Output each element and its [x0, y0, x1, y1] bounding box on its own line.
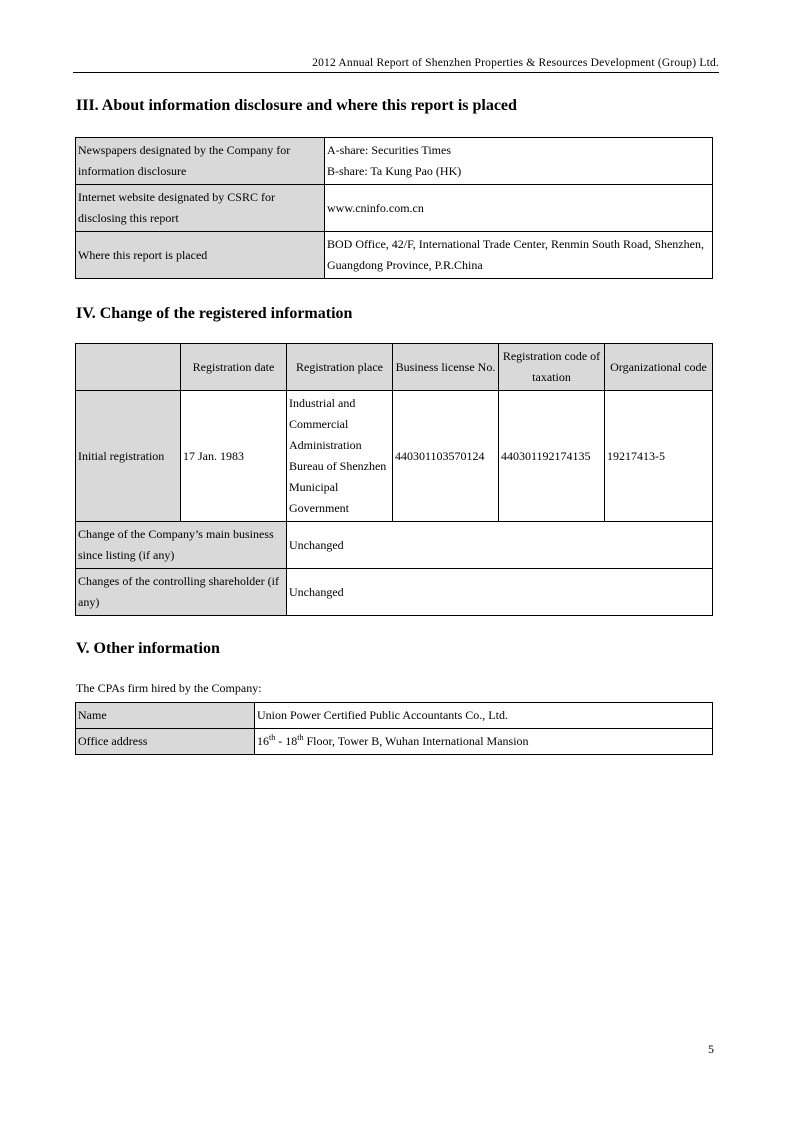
- cpa-name-label: Name: [76, 703, 255, 729]
- tax-registration-code: 440301192174135: [499, 391, 605, 522]
- office-address-value: [255, 729, 713, 755]
- table-row: [76, 569, 713, 616]
- business-license-no: 440301103570124: [393, 391, 499, 522]
- floor-to-suffix: th: [297, 733, 304, 742]
- website-value: www.cninfo.com.cn: [325, 185, 713, 232]
- main-business-change-label: Change of the Company’s main business since listing (if any): [76, 522, 287, 569]
- section-3-heading: III. About information disclosure and where this report is placed: [76, 97, 517, 114]
- column-header-tax-code: Registration code of taxation: [499, 344, 605, 391]
- initial-registration-label: Initial registration: [76, 391, 181, 522]
- website-label: Internet website designated by CSRC for disclosing this report: [76, 185, 325, 232]
- registration-date: 17 Jan. 1983: [181, 391, 287, 522]
- main-business-change-value: Unchanged: [287, 522, 713, 569]
- page-number: 5: [708, 1042, 714, 1056]
- section-5-heading: V. Other information: [76, 640, 220, 657]
- newspapers-label: Newspapers designated by the Company for information disclosure: [76, 138, 325, 185]
- table-row: [76, 138, 713, 185]
- organizational-code: 19217413-5: [605, 391, 713, 522]
- address-rest: Floor, Tower B, Wuhan International Mansion: [303, 734, 529, 748]
- column-header-org-code: Organizational code: [605, 344, 713, 391]
- controlling-shareholder-change-value: Unchanged: [287, 569, 713, 616]
- report-place-label: Where this report is placed: [76, 232, 325, 279]
- disclosure-table: [75, 137, 713, 279]
- newspapers-value: [325, 138, 713, 185]
- floor-from: 16: [257, 734, 269, 748]
- a-share-newspaper: A-share: Securities Times: [327, 143, 451, 157]
- table-row: [76, 185, 713, 232]
- cpa-name-value: Union Power Certified Public Accountants Co., Ltd.: [255, 703, 713, 729]
- column-header-date: Registration date: [181, 344, 287, 391]
- floor-from-suffix: th: [269, 733, 276, 742]
- report-running-header: 2012 Annual Report of Shenzhen Properties & Resources Development (Group) Ltd.: [312, 57, 719, 69]
- floor-separator: -: [275, 734, 286, 748]
- registration-place: Industrial and Commercial Administration Bureau of Shenzhen Municipal Government: [287, 391, 393, 522]
- table-row: [76, 232, 713, 279]
- header-rule: [73, 72, 719, 73]
- column-header-place: Registration place: [287, 344, 393, 391]
- cpa-table: [75, 702, 713, 755]
- column-header-blank: [76, 344, 181, 391]
- table-row: [76, 729, 713, 755]
- table-row: [76, 391, 713, 522]
- controlling-shareholder-change-label: Changes of the controlling shareholder (if any): [76, 569, 287, 616]
- table-row: [76, 522, 713, 569]
- office-address-label: Office address: [76, 729, 255, 755]
- registration-table: [75, 343, 713, 616]
- b-share-newspaper: B-share: Ta Kung Pao (HK): [327, 164, 462, 178]
- column-header-license: Business license No.: [393, 344, 499, 391]
- table-row: [76, 703, 713, 729]
- table-header-row: [76, 344, 713, 391]
- cpa-intro-text: The CPAs firm hired by the Company:: [76, 681, 262, 695]
- floor-to: 18: [285, 734, 298, 748]
- section-4-heading: IV. Change of the registered information: [76, 305, 353, 322]
- report-place-value: BOD Office, 42/F, International Trade Center, Renmin South Road, Shenzhen, Guangdong Province, P.R.China: [325, 232, 713, 279]
